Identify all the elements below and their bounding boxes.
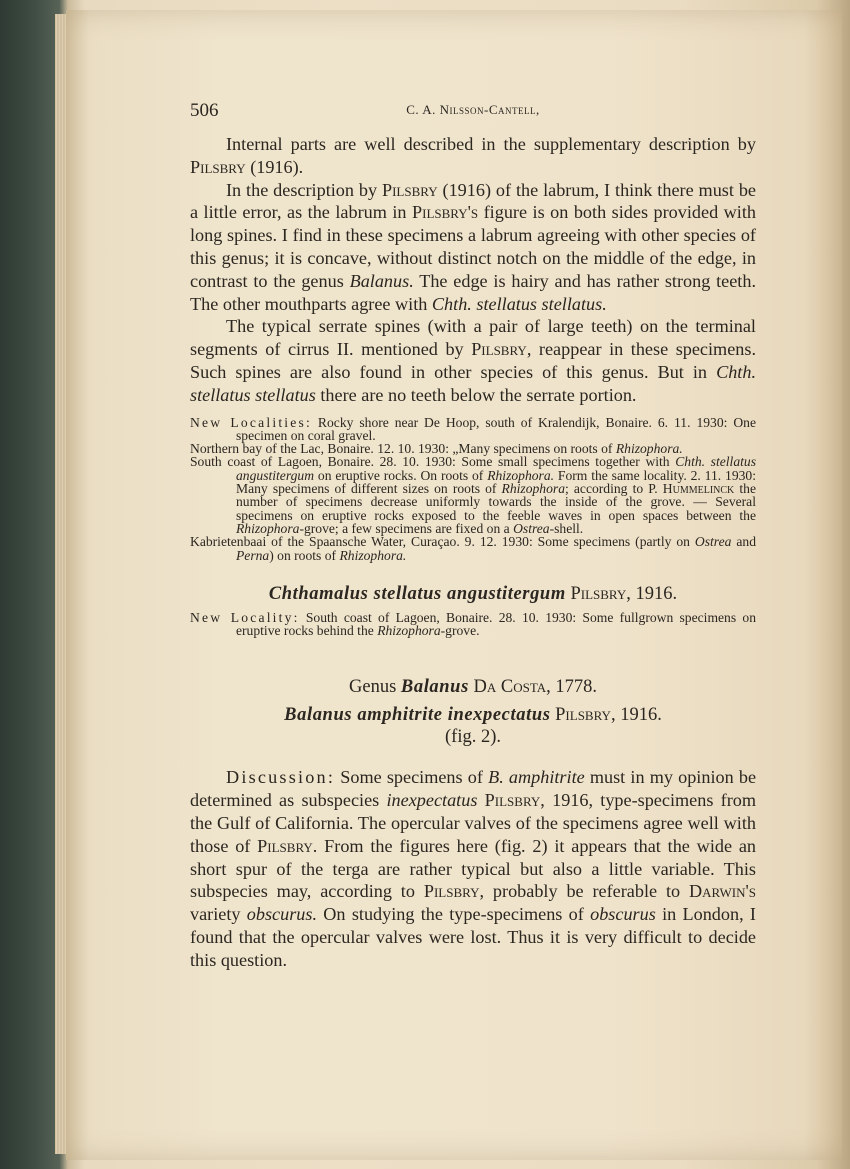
locality-entry: New Locality: South coast of Lagoen, Bonaire. 28. 10. 1930: Some fullgrown specimens on eruptive rocks behind the Rhizophora-grove. — [190, 609, 756, 639]
page-content — [190, 95, 756, 972]
taxon-name: Chth. stellatus stellatus — [190, 361, 756, 405]
author-name: Pilsbry — [381, 179, 438, 200]
locality-entry: Northern bay of the Lac, Bonaire. 12. 10. 1930: „Many specimens on roots of Rhizophora. — [190, 441, 683, 457]
page-number: 506 — [190, 100, 219, 121]
running-head — [190, 95, 756, 125]
taxon-name: Chth. stellatus stellatus. — [431, 293, 607, 314]
species-heading: Balanus amphitrite inexpectatus Pilsbry, 1916. (fig. 2). — [284, 705, 662, 748]
locality-entry: New Localities: Rocky shore near De Hoop, south of Kralendijk, Bonaire. 6. 11. 1930: One specimen on coral gravel. — [190, 414, 756, 443]
discussion-section — [190, 766, 756, 971]
body-text — [190, 133, 756, 407]
localities-label: New Localities: — [190, 414, 312, 430]
figure-reference: (fig. 2). — [445, 727, 501, 748]
locality-label: New Locality: — [190, 609, 300, 625]
paragraph-internal-parts: Internal parts are well described in the supplementary description by Pilsbry (1916). — [190, 134, 756, 177]
author-name: Pilsbry — [471, 339, 527, 360]
paragraph-serrate-spines: The typical serrate spines (with a pair of large teeth) on the terminal segments of cirrus II. mentioned by Pilsbry, reappear in these specimens. Such spines are also found in other species of this genus. But in Chth. stellatus stellatus there are no teeth below the serrate portion. — [190, 316, 756, 405]
taxon-name: Balanus. — [349, 270, 414, 291]
species-name: Balanus amphitrite inexpectatus — [284, 705, 551, 726]
localities-list — [190, 416, 756, 562]
locality-entry: Kabrietenbaai of the Spaansche Water, Curaçao. 9. 12. 1930: Some specimens (partly on Ostrea and Perna) on roots of Rhizophora. — [190, 534, 756, 563]
section-heading-chthamalus: Chthamalus stellatus angustitergum Pilsbry, 1916. — [268, 583, 678, 604]
paragraph-discussion: Discussion: Some specimens of B. amphitrite must in my opinion be determined as subspecies inexpectatus Pilsbry, 1916, type-specimens from the Gulf of California. The opercular valves of the specimens agree well with those of Pilsbry. From the figures here (fig. 2) it appears that the wide an short spur of the terga are rather typical but also a little variable. This subspecies may, according to Pilsbry, probably be referable to Darwin's variety obscurus. On studying the type-specimens of obscurus in London, I found that the opercular valves were lost. Thus it is very difficult to decide this question. — [190, 767, 757, 970]
discussion-label: Discussion: — [226, 767, 336, 788]
chthamalus-locality — [190, 611, 756, 638]
genus-heading: Genus Balanus Da Costa, 1778. — [349, 677, 597, 698]
author-name: Pilsbry — [190, 156, 246, 177]
running-head-author: C. A. Nilsson-Cantell, — [406, 102, 540, 117]
author-name: Pilsbry's — [412, 202, 479, 223]
taxon-heading-name: Chthamalus stellatus angustitergum — [268, 583, 566, 604]
locality-entry: South coast of Lagoen, Bonaire. 28. 10. 1930: Some small specimens together with Chth. stellatus angustitergum on eruptive rocks. On roots of Rhizophora. Form the same locality. 2. 11. 1930: Many specimens of different sizes on roots of Rhizophora; according to P. Hummelinck the number of specimens decrease uniformly towards the inside of the grove. — Several specimens on eruptive rocks exposed to the feeble waves in open spaces between the Rhizophora-grove; a few specimens are fixed on a Ostrea-shell. — [190, 454, 756, 536]
paragraph-labrum: In the description by Pilsbry (1916) of the labrum, I think there must be a little error, as the labrum in Pilsbry's figure is on both sides provided with long spines. I find in these specimens a labrum agreeing with other species of this genus; it is concave, without distinct notch on the middle of the edge, in contrast to the genus Balanus. The edge is hairy and has rather strong teeth. The other mouthparts agree with Chth. stellatus stellatus. — [190, 179, 756, 314]
genus-name: Balanus — [400, 677, 469, 698]
